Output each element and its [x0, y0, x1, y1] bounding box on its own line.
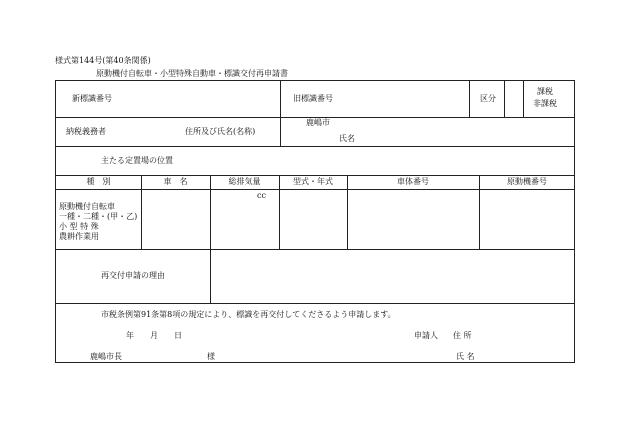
applicant-address-field[interactable] — [476, 327, 571, 341]
taxpayer-address-name-field[interactable] — [356, 119, 571, 144]
col-model-year-header: 型式・年式 — [293, 177, 333, 186]
col-chassis-no-header: 車体番号 — [397, 177, 429, 186]
old-plate-number-label: 旧標識番号 — [293, 94, 333, 103]
car-name-field[interactable] — [143, 191, 208, 247]
new-plate-number-field[interactable] — [138, 83, 276, 115]
row-divider-3 — [56, 175, 575, 176]
reason-label: 再交付申請の理由 — [101, 271, 165, 280]
vdiv-r1-d — [523, 81, 524, 117]
displacement-field[interactable] — [212, 191, 277, 247]
col-engine-no-header: 原動機番号 — [507, 177, 547, 186]
applicant-name-label: 氏 名 — [456, 352, 475, 361]
category-nontaxable[interactable]: 非課税 — [533, 99, 557, 108]
vdiv-r1-a — [280, 81, 281, 117]
application-form-table — [55, 80, 575, 363]
row-divider-2 — [56, 146, 575, 147]
type-option-small-special[interactable]: 小 型 特 殊 — [59, 222, 99, 231]
type-option-farm[interactable]: 農耕作業用 — [59, 232, 99, 241]
col-car-name-header: 車 名 — [163, 177, 188, 186]
model-year-field[interactable] — [281, 191, 345, 247]
address-name-label: 住所及び氏名(名称) — [185, 127, 256, 136]
vdiv-r1-c — [504, 81, 505, 117]
applicant-address-label: 住 所 — [453, 331, 472, 340]
row-divider-4 — [56, 189, 575, 190]
city-label: 鹿嶋市 — [306, 118, 330, 127]
storage-location-field[interactable] — [196, 148, 571, 173]
form-title: 原動機付自転車・小型特殊自動車・標識交付再申請書 — [96, 69, 288, 78]
applicant-label: 申請人 — [414, 331, 438, 340]
vdiv-r2 — [280, 117, 281, 146]
mayor-label: 鹿嶋市長 — [90, 352, 122, 361]
type-option-moped[interactable]: 原動機付自転車 — [59, 202, 115, 211]
storage-location-label: 主たる定置場の位置 — [101, 156, 173, 165]
category-label: 区分 — [480, 94, 496, 103]
cc-unit: cc — [257, 191, 266, 200]
statement-text: 市税条例第91条第8項の規定により、標識を再交付してくださるよう申請します。 — [101, 310, 396, 319]
date-month-label: 月 — [150, 331, 158, 340]
mayor-honorific: 様 — [207, 352, 215, 361]
row-divider-5 — [56, 249, 575, 250]
col-displacement-header: 総排気量 — [228, 177, 261, 186]
new-plate-number-label: 新標識番号 — [72, 94, 112, 103]
applicant-name-field[interactable] — [478, 347, 571, 361]
taxpayer-label: 納税義務者 — [66, 127, 106, 136]
engine-no-field[interactable] — [481, 191, 573, 247]
chassis-no-field[interactable] — [349, 191, 477, 247]
form-number: 様式第144号(第40条関係) — [55, 56, 151, 65]
taxpayer-name-label: 氏名 — [339, 134, 355, 143]
col-type-header: 種 別 — [86, 177, 111, 186]
category-taxable[interactable]: 課税 — [537, 87, 553, 96]
vdiv-r1-b — [469, 81, 470, 117]
type-option-class[interactable]: 一種・二種・(甲・乙) — [59, 212, 138, 221]
vdiv-reason — [210, 249, 211, 303]
reason-field[interactable] — [212, 251, 573, 301]
old-plate-number-field[interactable] — [356, 83, 466, 115]
date-day-label: 日 — [174, 331, 182, 340]
date-year-label: 年 — [126, 331, 134, 340]
row-divider-6 — [56, 303, 575, 304]
